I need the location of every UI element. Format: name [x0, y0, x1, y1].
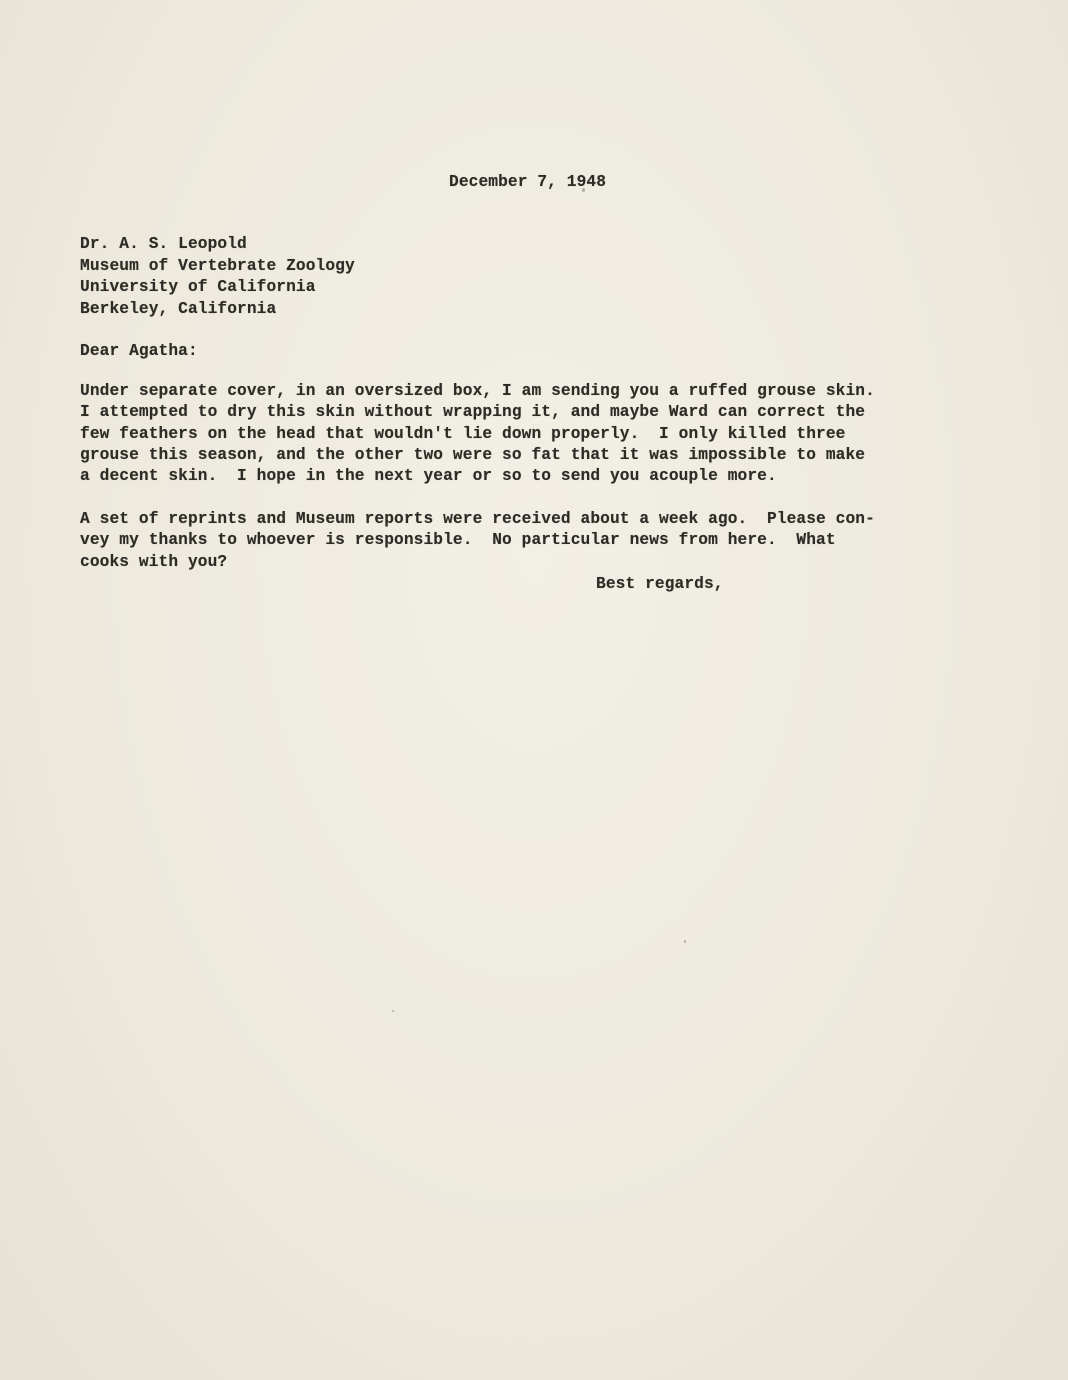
body-line: few feathers on the head that wouldn't lie down properly. I only killed three — [80, 425, 846, 443]
body-line: Under separate cover, in an oversized box, I am sending you a ruffed grouse skin. — [80, 382, 875, 400]
paper-speck — [684, 940, 686, 943]
paper-speck — [582, 188, 585, 192]
body-line: cooks with you? — [80, 553, 228, 571]
body-line: A set of reprints and Museum reports were received about a week ago. Please con- — [80, 510, 875, 528]
address-line: University of California — [80, 278, 316, 296]
address-line: Dr. A. S. Leopold — [80, 235, 247, 253]
closing: Best regards, — [596, 575, 724, 593]
salutation: Dear Agatha: — [80, 342, 198, 360]
body-line: vey my thanks to whoever is responsible. No particular news from here. What — [80, 531, 836, 549]
address-line: Museum of Vertebrate Zoology — [80, 257, 355, 275]
letter-date: December 7, 1948 — [449, 173, 607, 191]
body-line: grouse this season, and the other two were so fat that it was impossible to make — [80, 446, 866, 464]
body-line: I attempted to dry this skin without wrapping it, and maybe Ward can correct the — [80, 403, 866, 421]
address-line: Berkeley, California — [80, 300, 277, 318]
body-line: a decent skin. I hope in the next year or so to send you acouple more. — [80, 467, 777, 485]
paper-speck — [392, 1010, 394, 1012]
